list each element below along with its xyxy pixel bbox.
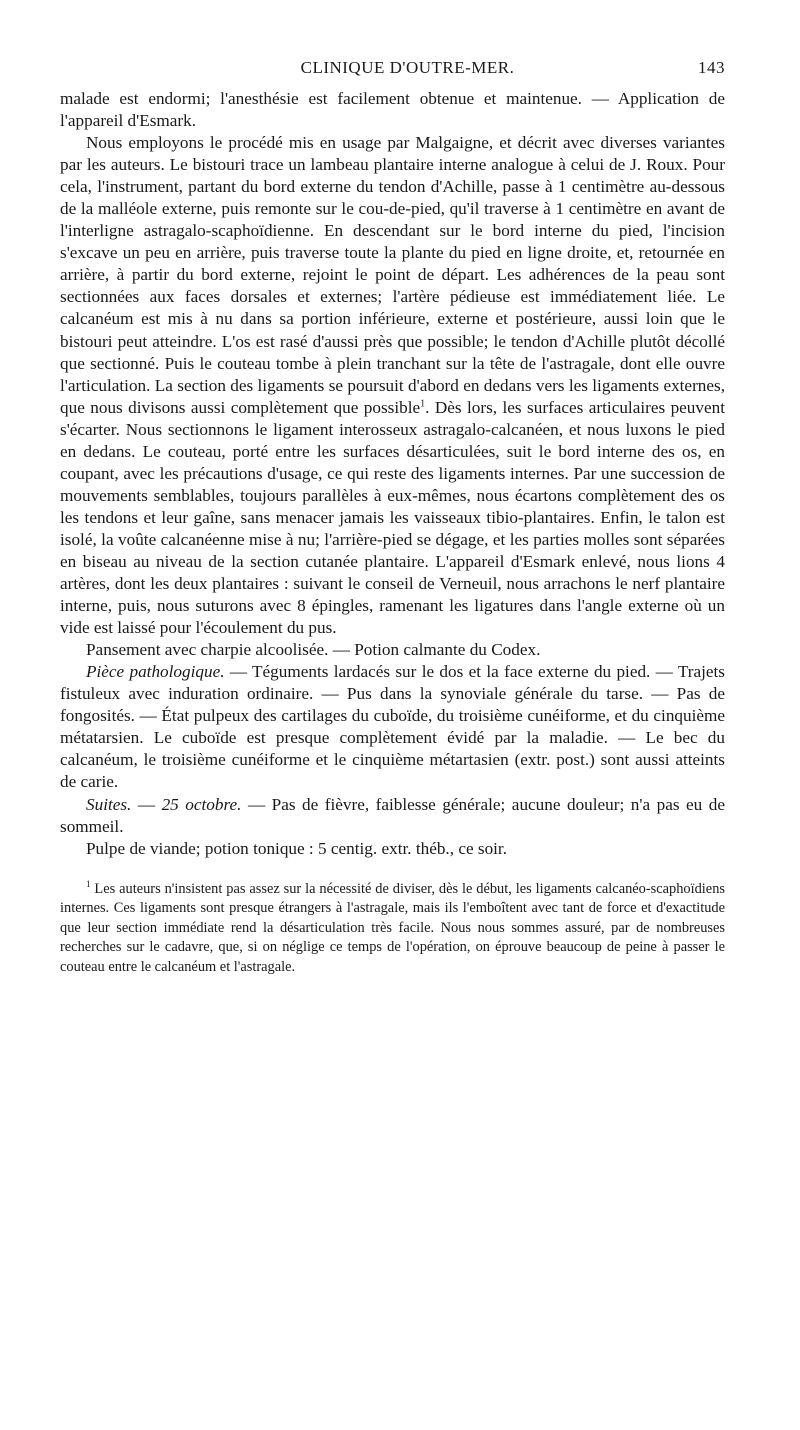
paragraph-lead: Suites. [86,794,132,814]
paragraph-text: — Téguments lardacés sur le dos et la face externe du pied. — Trajets fistuleux avec induration ordinaire. — Pus dans la synoviale générale du tarse. — Pas de fongosités. — État pulpeux des cartilages du cuboïde, du troisième cunéiforme, et du cinquième métatarsien. Le cuboïde est presque complètement évidé par la maladie. — Le bec du calcanéum, le troisième cunéiforme et le cinquième métartasien (extr. post.) sont aussi atteints de carie. [60,662,725,792]
paragraph-text: — Pas de fièvre, faiblesse générale; aucune douleur; n'a pas eu de sommeil. [60,794,725,836]
paragraph-dressing [60,639,725,661]
paragraph-treatment [60,838,725,860]
paragraph-text: — [131,794,162,814]
paragraph-text: Pulpe de viande; potion tonique : 5 centig. extr. théb., ce soir. [86,838,508,858]
paragraph-text: Pansement avec charpie alcoolisée. — Potion calmante du Codex. [86,640,541,660]
paragraph-date: 25 octobre. [161,794,242,814]
paragraph-text: Nous employons le procédé mis en usage par Malgaigne, et décrit avec diverses variantes par les auteurs. Le bistouri trace un lambeau plantaire interne analogue à celui de J. Roux. Pour cela, l'instrument, partant du bord externe du tendon d'Achille, passe à 1 centimètre au-dessous de la malléole externe, puis remonte sur le cou-de-pied, qu'il traverse à 1 centimètre en avant de l'interligne astragalo-scaphoïdienne. En descendant sur le bord interne du pied, l'incision s'excave un peu en arrière, puis traverse toute la plante du pied en ligne droite, et, retournée en arrière, à partir du bord externe, rejoint le point de départ. Les adhérences de la peau sont sectionnées aux faces dorsales et externes; l'artère pédieuse est immédiatement liée. Le calcanéum est mis à nu dans sa portion inférieure, externe et postérieure, aussi loin que le bistouri peut atteindre. L'os est rasé d'aussi près que possible; le tendon d'Achille plutôt décollé que sectionné. Puis le couteau tombe à plein tranchant sur la tête de l'astragale, dont elle ouvre l'articulation. La section des ligaments se poursuit d'abord en dedans vers les ligaments externes, que nous divisons aussi complètement que possible [60,133,725,417]
footnote-reference[interactable]: 1 [420,397,426,409]
footnote-text: Les auteurs n'insistent pas assez sur la nécessité de diviser, dès le début, les ligaments calcanéo-scaphoïdiens internes. Ces ligaments sont presque étrangers à l'astragale, mais ils l'emboîtent avec tant de force et d'exactitude que leur section immédiate rend la désarticulation très facile. Nous nous sommes assuré, par de nombreuses recherches sur le cadavre, que, si on néglige ce temps de l'opération, on éprouve beaucoup de peine à passer le couteau entre le calcanéum et l'astragale. [60,880,725,976]
book-page [60,58,725,978]
paragraph-lead: Pièce pathologique. [86,662,225,682]
paragraph-followup [60,794,725,838]
body-text [60,88,725,860]
paragraph-text: . Dès lors, les surfaces articulaires peuvent s'écarter. Nous sectionnons le ligament interosseux astragalo-calcanéen, et nous luxons le pied en dedans. Le couteau, porté entre les surfaces désarticulées, suit le bord interne des os, en coupant, avec les précautions d'usage, ce qui reste des ligaments internes. Par une succession de mouvements semblables, toujours parallèles à eux-mêmes, nous écartons complètement des os les tendons et leur gaîne, sans menacer jamais les vaisseaux tibio-plantaires. Enfin, le talon est isolé, la voûte calcanéenne mise à nu; l'arrière-pied se dégage, et les parties molles sont séparées en biseau au niveau de la section cutanée plantaire. L'appareil d'Esmark enlevé, nous lions 4 artères, dont les deux plantaires : suivant le conseil de Verneuil, nous arrachons le nerf plantaire interne, puis, nous suturons avec 8 épingles, ramenant les ligatures dans l'angle externe où un vide est laissé pour l'écoulement du pus. [60,397,725,638]
footnote-mark: 1 [86,878,91,889]
paragraph-continuation [60,88,725,132]
paragraph-text: malade est endormi; l'anesthésie est facilement obtenue et maintenue. — Application de l'appareil d'Esmark. [60,89,725,131]
running-title: CLINIQUE D'OUTRE-MER. [300,58,515,77]
page-number: 143 [698,58,725,77]
footnote [60,880,725,978]
paragraph-pathology [60,661,725,793]
running-head [60,58,725,84]
paragraph-procedure [60,132,725,639]
footnotes [60,880,725,978]
